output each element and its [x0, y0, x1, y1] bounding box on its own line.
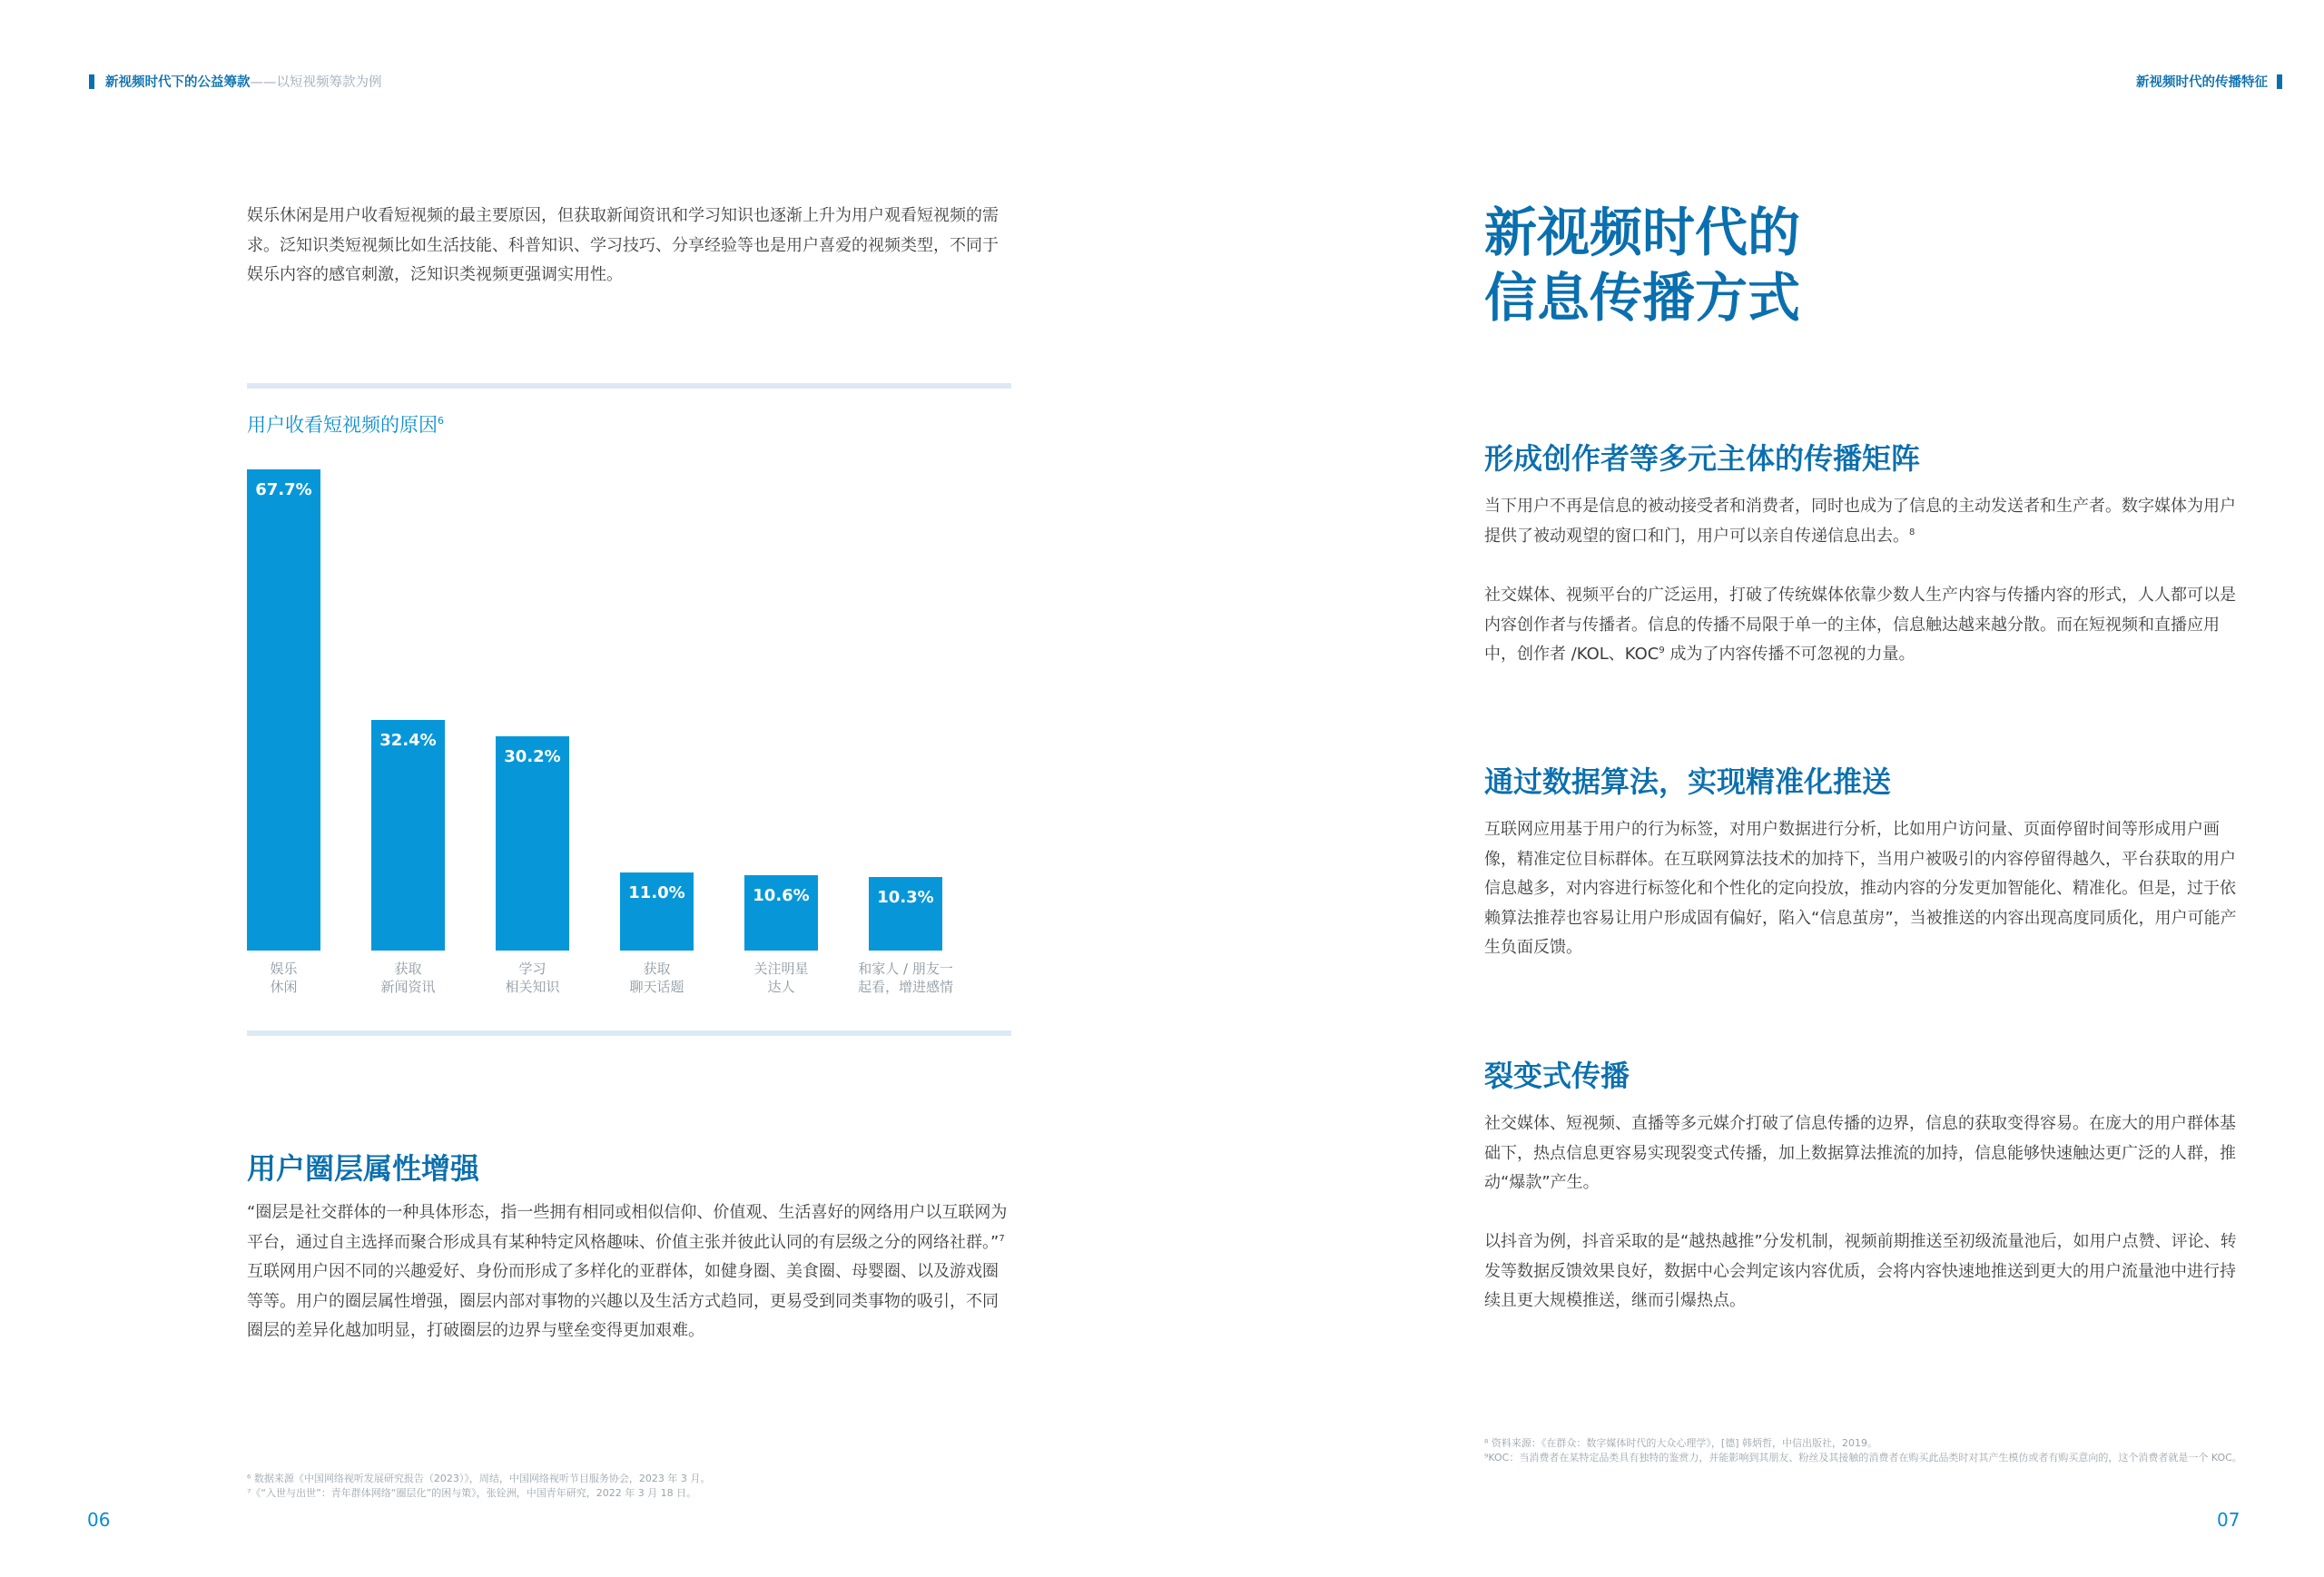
bar-category-label	[344, 960, 472, 996]
left-header-title: 新视频时代下的公益筹款	[105, 75, 251, 90]
main-title-line-2: 信息传播方式	[1484, 267, 1801, 329]
bar-value-label: 11.0%	[628, 882, 685, 902]
bar-category-label	[842, 960, 970, 996]
section-title-matrix: 形成创作者等多元主体的传播矩阵	[1484, 441, 1921, 476]
bar-value-label: 30.2%	[504, 746, 561, 766]
circle-paragraph	[247, 1198, 1014, 1346]
bar-category-line: 聊天话题	[629, 979, 684, 995]
circle-quote: “圈层是社交群体的一种具体形态，指一些拥有相同或相似信仰、价值观、生活喜好的网络用户以互联网为平台，通过自主选择而聚合形成具有某种特定风格趣味、价值主张并彼此认同的有层级之分的网络社群。”	[247, 1203, 1008, 1252]
chart-title-note: 6	[438, 415, 444, 427]
bar-value-label: 67.7%	[255, 480, 312, 499]
left-footnotes	[247, 1472, 1028, 1501]
bar-chart	[0, 0, 1089, 1053]
footnote-9: ⁹KOC：当消费者在某特定品类具有独特的鉴赏力，并能影响到其朋友、粉丝及其接触的消费者在购买此品类时对其产生模仿或者有购买意向的，这个消费者就是一个 KOC。	[1484, 1452, 2242, 1464]
bar-category-label	[593, 960, 721, 996]
header-bar-icon	[2277, 74, 2282, 89]
right-header-title: 新视频时代的传播特征	[2136, 75, 2268, 90]
fission-paragraph-1: 社交媒体、短视频、直播等多元媒介打破了信息传播的边界，信息的获取变得容易。在庞大的用户群体基础下，热点信息更容易实现裂变式传播，加上数据算法推流的加持，信息能够快速触达更广泛的人群，推动“爆款”产生。	[1484, 1114, 2236, 1192]
bar-category-line: 起看，增进感情	[857, 979, 953, 995]
bar-category-line: 学习	[518, 961, 547, 977]
bar-category-line: 关注明星	[753, 961, 809, 977]
chart-title-text: 用户收看短视频的原因	[247, 414, 438, 436]
bar-category-label	[468, 960, 596, 996]
intro-paragraph: 娱乐休闲是用户收看短视频的最主要原因，但获取新闻资讯和学习知识也逐渐上升为用户观看短视频的需求。泛知识类短视频比如生活技能、科普知识、学习技巧、分享经验等也是用户喜爱的视频类型，不同于娱乐内容的感官刺激，泛知识类视频更强调实用性。	[247, 206, 999, 284]
algorithm-paragraph: 互联网应用基于用户的行为标签，对用户数据进行分析，比如用户访问量、页面停留时间等形成用户画像，精准定位目标群体。在互联网算法技术的加持下，当用户被吸引的内容停留得越久，平台获取的用户信息越多，对内容进行标签化和个性化的定向投放，推动内容的分发更加智能化、精准化。但是，过于依赖算法推荐也容易让用户形成固有偏好，陷入“信息茧房”，当被推送的内容出现高度同质化，用户可能产生负面反馈。	[1484, 820, 2237, 957]
main-title	[1484, 200, 1800, 330]
fission-paragraph-2: 以抖音为例，抖音采取的是“越热越推”分发机制，视频前期推送至初级流量池后，如用户点赞、评论、转发等数据反馈效果良好，数据中心会判定该内容优质，会将内容快速地推送到更大的用户流量池中进行持续且更大规模推送，继而引爆热点。	[1484, 1232, 2237, 1310]
page-number-right: 07	[2217, 1509, 2240, 1531]
bar-value-label: 10.6%	[753, 886, 810, 906]
bar-category-label	[717, 960, 845, 996]
bar-category-line: 新闻资讯	[380, 979, 436, 995]
bar-category-line: 娱乐	[270, 961, 298, 977]
matrix-note-8: 8	[1909, 527, 1915, 537]
matrix-note-9: 9	[1659, 646, 1665, 655]
right-running-header	[2136, 72, 2282, 91]
circle-note: 7	[999, 1233, 1005, 1244]
footnote-8: ⁸ 资料来源：《在群众：数字媒体时代的大众心理学》，[德] 韩炳哲，中信出版社，2019。	[1484, 1437, 1877, 1449]
chart-bottom-rule	[247, 1030, 1011, 1036]
bar-value-label: 10.3%	[877, 888, 934, 908]
circle-text: 互联网用户因不同的兴趣爱好、身份而形成了多样化的亚群体，如健身圈、美食圈、母婴圈、以及游戏圈等等。用户的圈层属性增强，圈层内部对事物的兴趣以及生活方式趋同，更易受到同类事物的吸引，不同圈层的差异化越加明显，打破圈层的边界与壁垒变得更加艰难。	[247, 1262, 999, 1340]
bar-value-label: 32.4%	[379, 731, 437, 751]
section-title-circle: 用户圈层属性增强	[247, 1151, 480, 1186]
matrix-text-2b: 成为了内容传播不可忽视的力量。	[1664, 645, 1915, 664]
chart-bar	[496, 736, 569, 951]
matrix-text-1: 当下用户不再是信息的被动接受者和消费者，同时也成为了信息的主动发送者和生产者。数字媒体为用户提供了被动观望的窗口和门，用户可以亲自传递信息出去。	[1484, 497, 2236, 546]
chart-bar	[371, 720, 445, 951]
bar-category-line: 相关知识	[505, 979, 560, 995]
footnote-6: ⁶ 数据来源《中国网络视听发展研究报告（2023）》，周结，中国网络视听节目服务协会，2023 年 3 月。	[247, 1473, 711, 1484]
chart-bar	[247, 469, 320, 951]
matrix-text-2a: 社交媒体、视频平台的广泛运用，打破了传统媒体依靠少数人生产内容与传播内容的形式，人人都可以是内容创作者与传播者。信息的传播不局限于单一的主体，信息触达越来越分散。而在短视频和直播应用中，创作者 /KOL、KOC	[1484, 586, 2236, 664]
matrix-paragraph-2	[1484, 581, 2247, 670]
left-header-subtitle: ——以短视频筹款为例	[250, 75, 382, 90]
bar-category-label	[220, 960, 348, 996]
bar-category-line: 和家人 / 朋友一	[858, 961, 953, 977]
section-title-fission: 裂变式传播	[1484, 1059, 1630, 1093]
section-title-algorithm: 通过数据算法，实现精准化推送	[1484, 764, 1892, 799]
footnote-7: ⁷《“入世与出世”：青年群体网络“圈层化”的困与策》，张铨洲，中国青年研究，2022 年 3 月 18 日。	[247, 1487, 697, 1499]
matrix-paragraph-1	[1484, 492, 2247, 551]
bar-category-line: 获取	[643, 961, 671, 977]
page-number-left: 06	[87, 1509, 111, 1531]
bar-category-line: 休闲	[270, 979, 298, 995]
main-title-line-1: 新视频时代的	[1484, 202, 1801, 263]
bar-category-line: 达人	[767, 979, 795, 995]
bar-category-line: 获取	[394, 961, 422, 977]
right-footnotes	[1484, 1436, 2256, 1465]
